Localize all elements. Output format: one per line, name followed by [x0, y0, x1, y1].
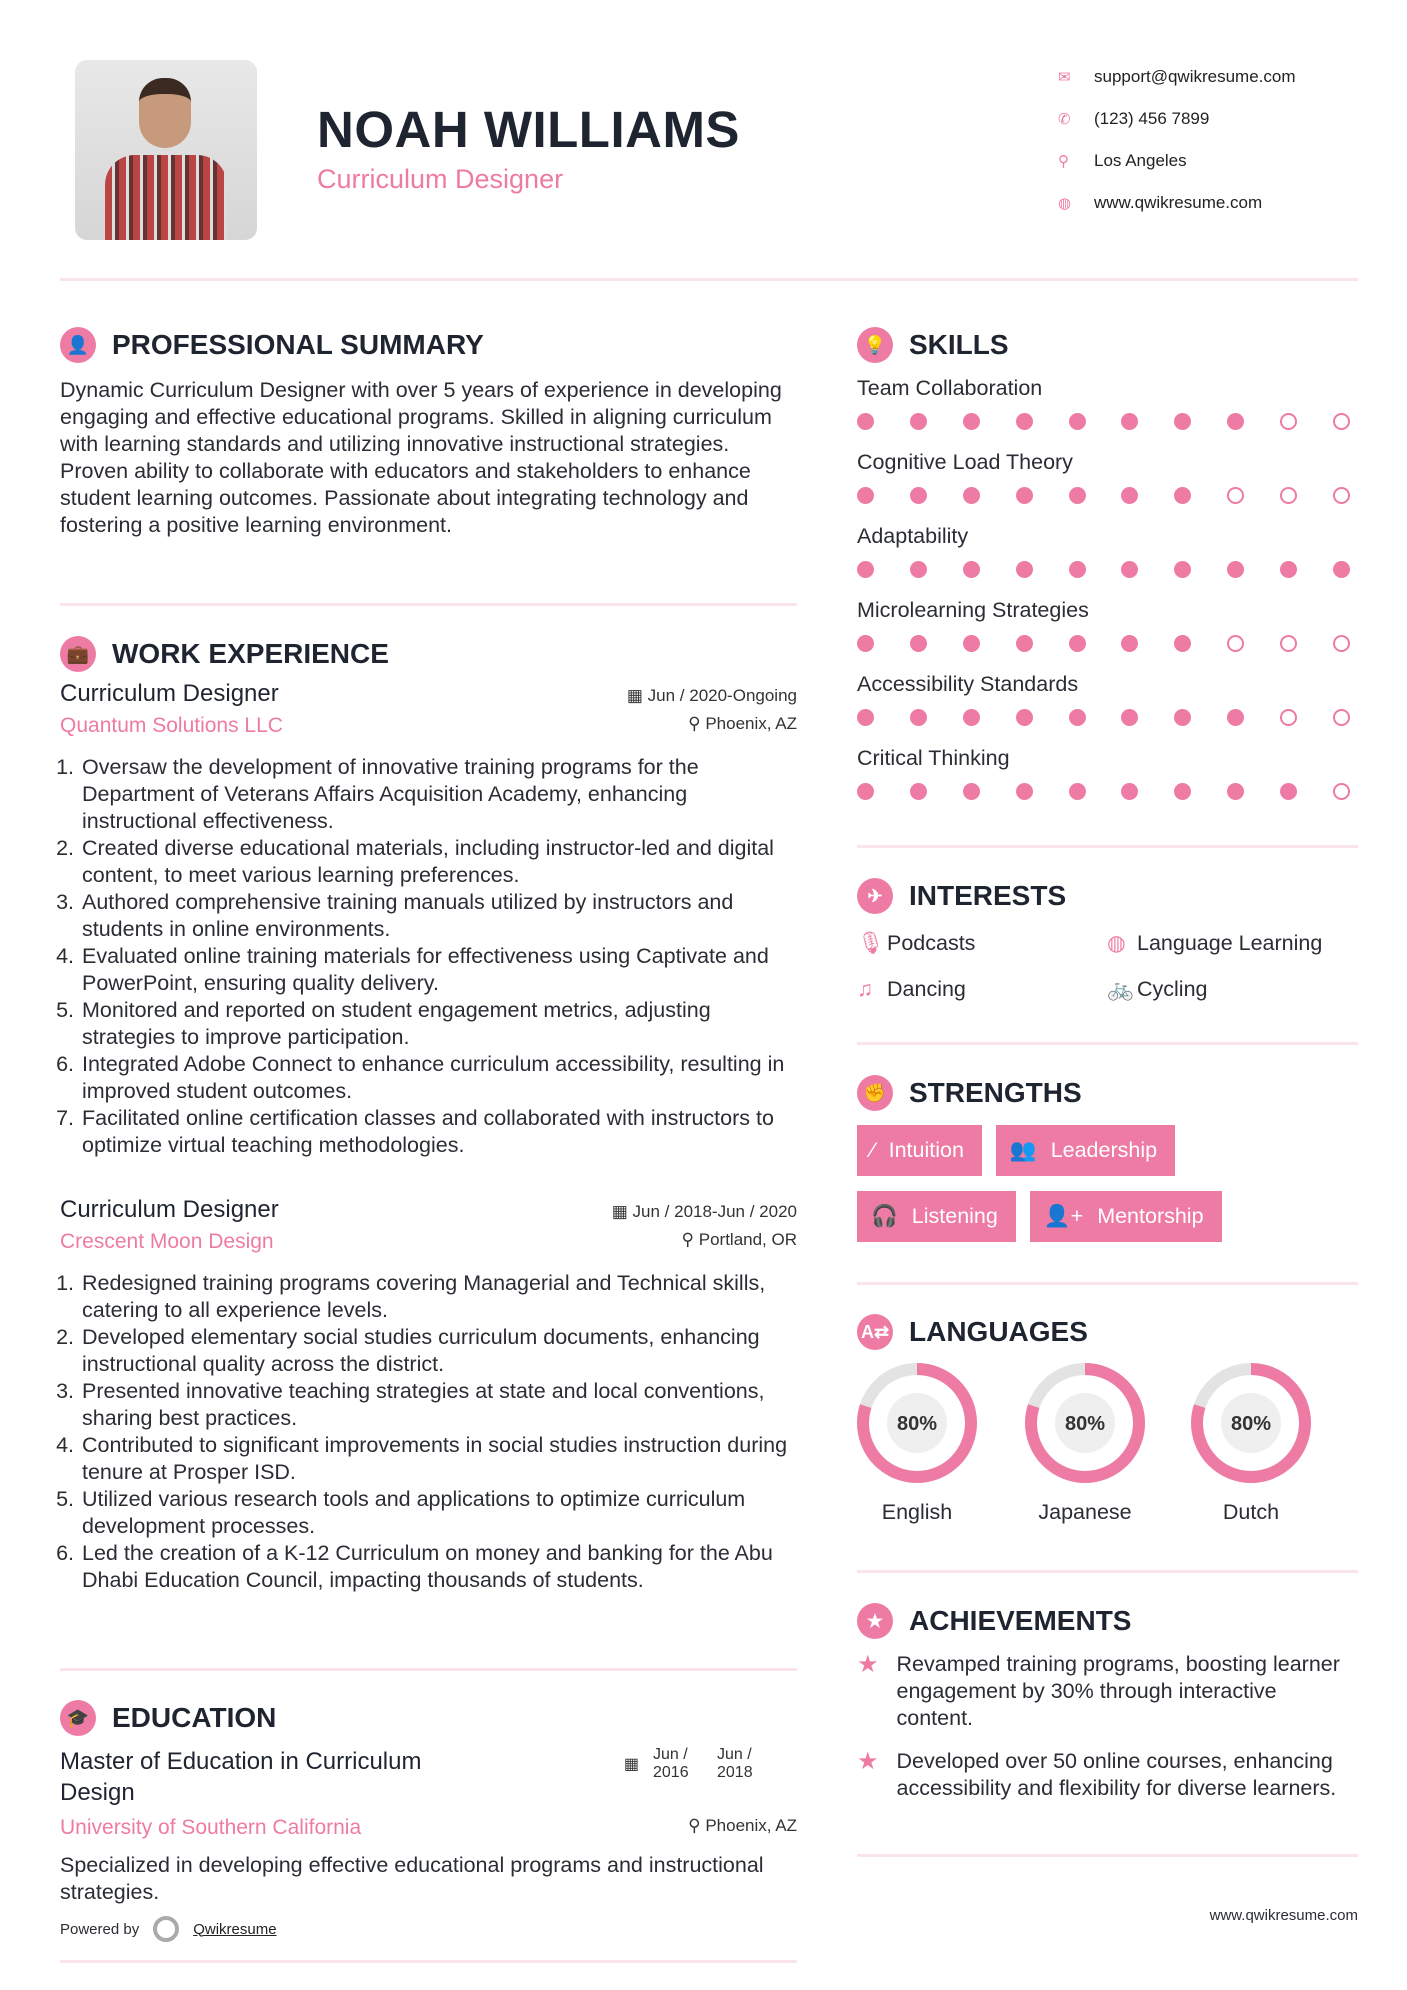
skill-rating — [857, 703, 1350, 743]
language-name: Dutch — [1222, 1500, 1280, 1524]
languages-heading: A⇄ LANGUAGES — [857, 1314, 1088, 1350]
strength-badge: ⁄ Intuition — [857, 1125, 982, 1176]
bullet: 2. Created diverse educational materials, including instructor-led and digital content, to meet various learning preferences. — [80, 835, 797, 889]
rating-dot-filled — [963, 783, 980, 800]
degree-name: Master of Education in Curriculum Design — [60, 1748, 422, 1806]
calendar-icon: ▦ — [623, 1756, 639, 1773]
language-item — [1186, 1362, 1316, 1525]
bullet: 4. Contributed to significant improvements in social studies instruction during tenure at Prosper ISD. — [80, 1432, 797, 1486]
language-name: Japanese — [1038, 1500, 1132, 1524]
divider — [857, 1042, 1358, 1045]
job-location: ⚲ Portland, OR — [681, 1230, 797, 1249]
rating-dot-filled — [1121, 413, 1138, 430]
bullet: 3. Authored comprehensive training manuals utilized by instructors and students in online environments. — [80, 889, 797, 943]
education-heading: 🎓 EDUCATION — [60, 1700, 797, 1736]
contact-text: support@qwikresume.com — [1094, 67, 1296, 86]
calendar-icon: ▦ — [611, 1202, 633, 1221]
qwikresume-link[interactable]: Qwikresume — [193, 1920, 277, 1938]
contact-email[interactable] — [1058, 56, 1296, 98]
rating-dot-filled — [1069, 709, 1086, 726]
interest-item: ♫ Dancing — [857, 976, 966, 1001]
divider — [60, 1668, 797, 1671]
skill-name: Cognitive Load Theory — [857, 450, 1073, 474]
candidate-name: NOAH WILLIAMS — [317, 101, 740, 158]
powered-by — [60, 1916, 277, 1942]
divider — [60, 1960, 797, 1963]
job-entry — [60, 1196, 797, 1594]
skill-rating — [857, 629, 1350, 669]
skill-item — [857, 743, 1358, 817]
language-progress-ring — [1024, 1362, 1146, 1484]
rating-dot-filled — [1121, 635, 1138, 652]
summary-heading: 👤 PROFESSIONAL SUMMARY — [60, 327, 797, 363]
strengths-heading: ✊ STRENGTHS — [857, 1075, 1358, 1111]
education-location: ⚲ Phoenix, AZ — [688, 1816, 797, 1835]
rating-dot-filled — [857, 487, 874, 504]
bullet: 6. Led the creation of a K-12 Curriculum on money and banking for the Abu Dhabi Education Council, impacting thousands of students. — [80, 1540, 797, 1594]
rating-dot-empty — [1280, 635, 1297, 652]
achievements-section — [857, 1603, 1358, 1818]
rating-dot-filled — [1069, 783, 1086, 800]
rating-dot-filled — [1121, 561, 1138, 578]
divider — [60, 603, 797, 606]
qwikresume-logo-icon — [153, 1916, 179, 1942]
profile-photo — [75, 60, 257, 240]
rating-dot-filled — [1069, 487, 1086, 504]
rating-dot-filled — [857, 783, 874, 800]
interest-item: 🚲 Cycling — [1107, 976, 1208, 1001]
left-column — [60, 327, 797, 1159]
users-icon: 👥 — [1009, 1138, 1037, 1162]
pin-icon: ⚲ — [681, 1230, 699, 1249]
bullet: 1. Redesigned training programs covering Managerial and Technical skills, catering to all experience levels. — [80, 1270, 797, 1324]
job-date: ▦ Jun / 2020-Ongoing — [626, 686, 797, 705]
skill-name: Critical Thinking — [857, 746, 1010, 770]
rating-dot-empty — [1227, 635, 1244, 652]
rating-dot-filled — [910, 709, 927, 726]
skill-name: Adaptability — [857, 524, 969, 548]
job-entry — [60, 680, 797, 1159]
rating-dot-filled — [1121, 487, 1138, 504]
candidate-title: Curriculum Designer — [317, 164, 564, 194]
rating-dot-filled — [910, 561, 927, 578]
rating-dot-filled — [963, 561, 980, 578]
language-percent: 80% — [1230, 1413, 1272, 1435]
skill-name: Accessibility Standards — [857, 672, 1079, 696]
skill-rating — [857, 481, 1350, 521]
rating-dot-filled — [910, 487, 927, 504]
star-badge-icon: ★ — [857, 1603, 893, 1639]
language-percent: 80% — [896, 1413, 938, 1435]
rating-dot-empty — [1333, 413, 1350, 430]
achievements-heading: ★ ACHIEVEMENTS — [857, 1603, 1358, 1639]
rating-dot-filled — [1121, 709, 1138, 726]
strengths-list — [857, 1125, 1358, 1242]
rating-dot-empty — [1227, 487, 1244, 504]
rating-dot-filled — [1227, 783, 1244, 800]
header-divider — [60, 278, 1358, 281]
bicycle-icon: 🚲 — [1107, 976, 1134, 1001]
headphones-icon: 🎧 — [871, 1204, 898, 1228]
company-name: Crescent Moon Design — [60, 1230, 274, 1253]
bullet: 1. Oversaw the development of innovative training programs for the Department of Veterans Affairs Acquisition Academy, enhancing instructional effectiveness. — [80, 754, 797, 835]
school-name: University of Southern California — [60, 1816, 362, 1839]
achievement-item: ★ Revamped training programs, boosting learner engagement by 30% through interactive content. — [857, 1651, 1340, 1730]
job-bullets — [60, 1270, 797, 1594]
rating-dot-filled — [963, 413, 980, 430]
microphone-icon: 🎙 — [857, 930, 885, 955]
divider — [857, 1854, 1358, 1857]
rating-dot-empty — [1333, 709, 1350, 726]
user-plus-icon: 👤+ — [1043, 1204, 1084, 1228]
contact-text: Los Angeles — [1094, 151, 1187, 170]
achievement-item: ★ Developed over 50 online courses, enhancing accessibility and flexibility for diverse learners. — [857, 1748, 1337, 1800]
rating-dot-filled — [910, 413, 927, 430]
rating-dot-filled — [1121, 783, 1138, 800]
rating-dot-filled — [963, 635, 980, 652]
bullet: 5. Monitored and reported on student engagement metrics, adjusting strategies to improve participation. — [80, 997, 797, 1051]
interest-item: 🎙 Podcasts — [857, 930, 976, 955]
rating-dot-empty — [1333, 487, 1350, 504]
skill-item — [857, 373, 1358, 447]
rating-dot-filled — [1016, 413, 1033, 430]
paper-plane-icon: ✈ — [857, 878, 893, 914]
strength-badge: 👥 Leadership — [996, 1125, 1175, 1176]
rating-dot-filled — [1280, 561, 1297, 578]
rating-dot-filled — [1174, 783, 1191, 800]
job-location: ⚲ Phoenix, AZ — [688, 714, 797, 733]
rating-dot-empty — [1280, 487, 1297, 504]
job-date: ▦ Jun / 2018-Jun / 2020 — [611, 1202, 797, 1221]
bullet: 4. Evaluated online training materials for effectiveness using Captivate and PowerPoint, ensuring quality delivery. — [80, 943, 797, 997]
language-item — [852, 1362, 982, 1525]
rating-dot-filled — [1174, 413, 1191, 430]
rating-dot-filled — [910, 635, 927, 652]
contact-list — [1058, 56, 1296, 224]
rating-dot-filled — [857, 709, 874, 726]
shooting-star-icon: ★ — [857, 1651, 879, 1678]
rating-dot-filled — [1069, 635, 1086, 652]
right-column — [857, 327, 1358, 1242]
globe-icon: ◍ — [1107, 930, 1126, 955]
rating-dot-filled — [1016, 783, 1033, 800]
rating-dot-filled — [1016, 635, 1033, 652]
rating-dot-filled — [857, 635, 874, 652]
footer-website[interactable]: www.qwikresume.com — [1209, 1907, 1358, 1924]
interest-item: ◍ Language Learning — [1107, 930, 1323, 955]
skill-item — [857, 595, 1358, 669]
calendar-icon: ▦ — [626, 686, 648, 705]
rating-dot-filled — [1069, 413, 1086, 430]
rating-dot-filled — [857, 413, 874, 430]
pin-icon: ⚲ — [688, 1816, 706, 1835]
envelope-icon: ✉ — [1058, 69, 1071, 86]
rating-dot-empty — [1280, 413, 1297, 430]
skill-rating — [857, 555, 1350, 595]
translate-icon: A⇄ — [857, 1314, 893, 1350]
rating-dot-empty — [1280, 709, 1297, 726]
lightbulb-icon: 💡 — [857, 327, 893, 363]
experience-heading: 💼 WORK EXPERIENCE — [60, 636, 797, 672]
language-name: English — [881, 1500, 953, 1524]
rating-dot-filled — [1227, 561, 1244, 578]
divider — [857, 1570, 1358, 1573]
bullet: 3. Presented innovative teaching strategies at state and local conventions, sharing best practices. — [80, 1378, 797, 1432]
skill-rating — [857, 777, 1350, 817]
rating-dot-filled — [1333, 561, 1350, 578]
rating-dot-filled — [1069, 561, 1086, 578]
music-note-icon: ♫ — [857, 976, 874, 1001]
rating-dot-filled — [1174, 635, 1191, 652]
magic-wand-icon: ⁄ — [871, 1138, 875, 1162]
rating-dot-empty — [1333, 635, 1350, 652]
bullet: 6. Integrated Adobe Connect to enhance curriculum accessibility, resulting in improved student outcomes. — [80, 1051, 797, 1105]
rating-dot-filled — [910, 783, 927, 800]
rating-dot-filled — [1227, 413, 1244, 430]
rating-dot-empty — [1333, 783, 1350, 800]
rating-dot-filled — [1227, 709, 1244, 726]
education-dates: ▦ Jun / 2016 Jun / 2018 — [623, 1746, 753, 1781]
skills-list — [857, 373, 1358, 817]
language-progress-ring — [856, 1362, 978, 1484]
powered-by-label: Powered by — [60, 1920, 140, 1938]
globe-icon: ◍ — [1058, 195, 1072, 212]
rating-dot-filled — [1174, 561, 1191, 578]
interests-list — [857, 920, 1358, 1012]
interests-heading: ✈ INTERESTS — [857, 878, 1358, 914]
divider — [857, 1282, 1358, 1285]
rating-dot-filled — [963, 709, 980, 726]
skill-item — [857, 669, 1358, 743]
job-title: Curriculum Designer — [60, 1196, 279, 1223]
fist-icon: ✊ — [857, 1075, 893, 1111]
graduation-cap-icon: 🎓 — [60, 1700, 96, 1736]
skill-name: Team Collaboration — [857, 376, 1043, 400]
pin-icon: ⚲ — [688, 714, 706, 733]
rating-dot-filled — [1016, 487, 1033, 504]
skill-item — [857, 447, 1358, 521]
bullet: 7. Facilitated online certification classes and collaborated with instructors to optimize virtual teaching methodologies. — [80, 1105, 797, 1159]
company-name: Quantum Solutions LLC — [60, 714, 283, 737]
rating-dot-filled — [963, 487, 980, 504]
language-percent: 80% — [1064, 1413, 1106, 1435]
rating-dot-filled — [1016, 561, 1033, 578]
bullet: 2. Developed elementary social studies curriculum documents, enhancing instructional quality across the district. — [80, 1324, 797, 1378]
contact-location — [1058, 140, 1296, 182]
strength-badge: 👤+ Mentorship — [1030, 1191, 1222, 1242]
skill-item — [857, 521, 1358, 595]
job-bullets — [60, 754, 797, 1159]
summary-text: Dynamic Curriculum Designer with over 5 years of experience in developing engaging and effective educational programs. Skilled in aligning curriculum with learning standards and utilizing innovative instructional strategies. Proven ability to collaborate with educators and stakeholders to enhance student learning outcomes. Passionate about integrating technology and fostering a positive learning environment. — [60, 378, 782, 537]
strength-badge: 🎧 Listening — [857, 1191, 1016, 1242]
rating-dot-filled — [1016, 709, 1033, 726]
rating-dot-filled — [1280, 783, 1297, 800]
rating-dot-filled — [1174, 487, 1191, 504]
skill-name: Microlearning Strategies — [857, 598, 1089, 622]
shooting-star-icon: ★ — [857, 1748, 879, 1775]
rating-dot-filled — [1174, 709, 1191, 726]
contact-text: (123) 456 7899 — [1094, 109, 1210, 128]
contact-website[interactable] — [1058, 182, 1296, 224]
briefcase-icon: 💼 — [60, 636, 96, 672]
education-description: Specialized in developing effective educational programs and instructional strategies. — [60, 1853, 764, 1904]
contact-text: www.qwikresume.com — [1094, 193, 1263, 212]
language-progress-ring — [1190, 1362, 1312, 1484]
skills-heading: 💡 SKILLS — [857, 327, 1358, 363]
rating-dot-filled — [857, 561, 874, 578]
contact-phone[interactable] — [1058, 98, 1296, 140]
phone-icon: ✆ — [1058, 111, 1071, 128]
divider — [857, 845, 1358, 848]
job-title: Curriculum Designer — [60, 680, 279, 707]
user-icon: 👤 — [60, 327, 96, 363]
skill-rating — [857, 407, 1350, 447]
bullet: 5. Utilized various research tools and applications to optimize curriculum development processes. — [80, 1486, 797, 1540]
language-item — [1020, 1362, 1150, 1525]
education-section — [60, 1700, 797, 1906]
map-pin-icon: ⚲ — [1058, 153, 1069, 170]
